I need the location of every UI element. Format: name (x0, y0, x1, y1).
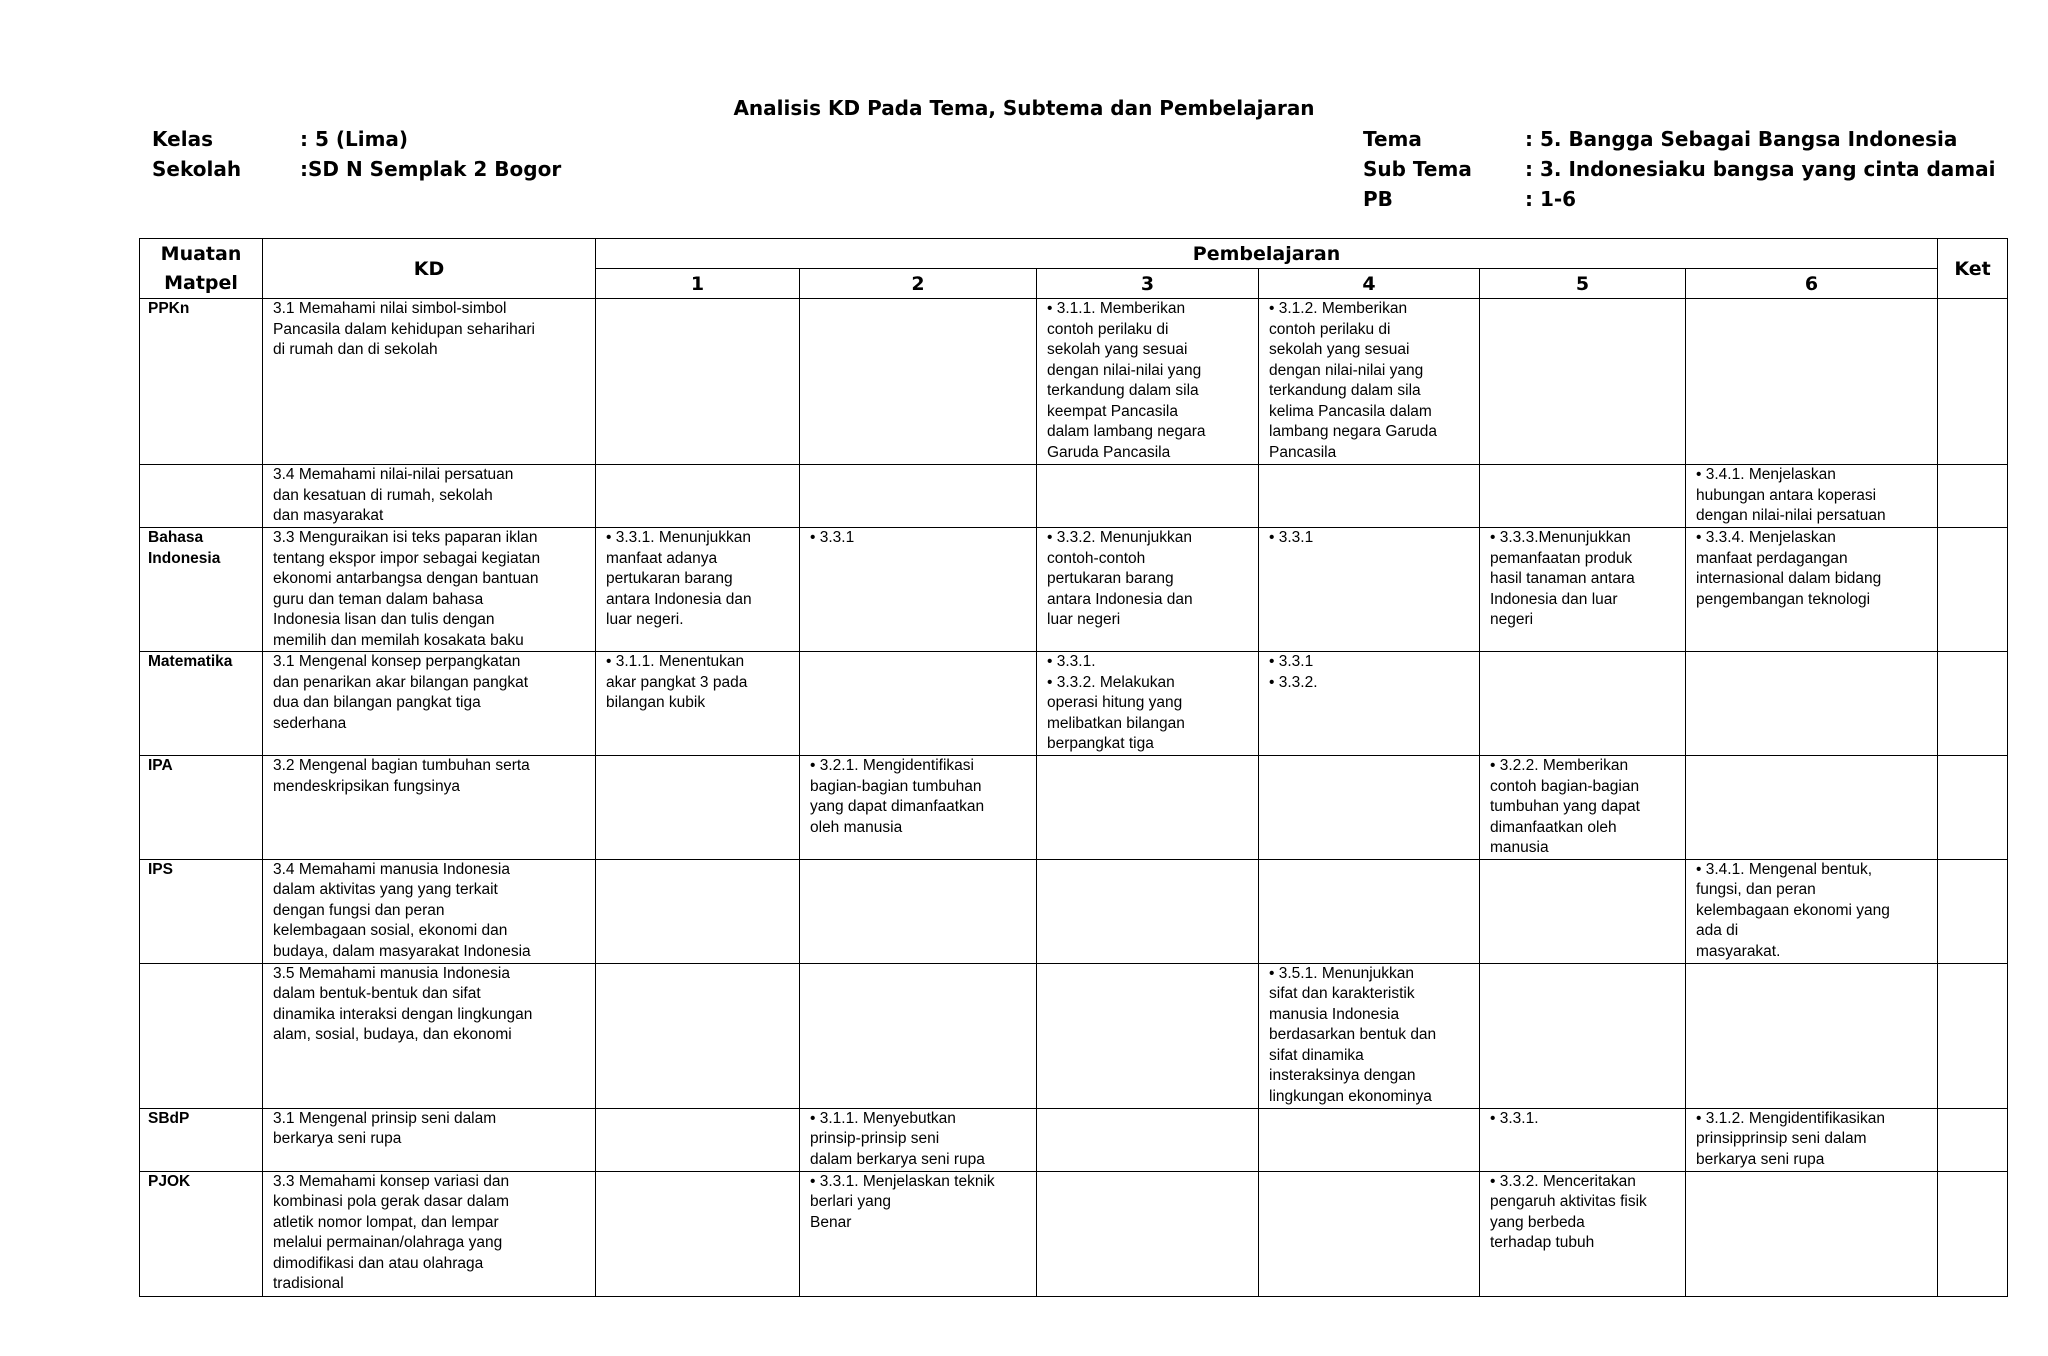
pembelajaran-cell (1037, 756, 1259, 860)
header-muatan-matpel: Muatan Matpel (140, 239, 263, 299)
ket-cell (1938, 859, 2008, 963)
header-pb-3: 3 (1037, 269, 1259, 299)
pembelajaran-cell (800, 465, 1037, 528)
pembelajaran-cell (800, 859, 1037, 963)
pembelajaran-cell (596, 859, 800, 963)
pembelajaran-cell: • 3.3.1 • 3.3.2. (1259, 652, 1480, 756)
kd-cell: 3.4 Memahami nilai-nilai persatuan dan kesatuan di rumah, sekolah dan masyarakat (263, 465, 596, 528)
pembelajaran-cell (1686, 652, 1938, 756)
header-kd: KD (263, 239, 596, 299)
pembelajaran-cell (1480, 963, 1686, 1108)
ket-cell (1938, 963, 2008, 1108)
kd-analysis-table (139, 238, 2008, 1297)
tema-value: : 5. Bangga Sebagai Bangsa Indonesia (1525, 127, 1958, 151)
pembelajaran-cell: • 3.3.1. • 3.3.2. Melakukan operasi hitung yang melibatkan bilangan berpangkat tiga (1037, 652, 1259, 756)
ket-cell (1938, 528, 2008, 652)
pembelajaran-cell (1259, 756, 1480, 860)
subject-cell: IPS (140, 859, 263, 963)
subject-cell (140, 963, 263, 1108)
pembelajaran-cell (1037, 1171, 1259, 1296)
pembelajaran-cell (596, 465, 800, 528)
pembelajaran-cell (1480, 465, 1686, 528)
kd-cell: 3.1 Mengenal prinsip seni dalam berkarya seni rupa (263, 1108, 596, 1171)
pembelajaran-cell (1480, 859, 1686, 963)
pembelajaran-cell: • 3.4.1. Mengenal bentuk, fungsi, dan peran kelembagaan ekonomi yang ada di masyarakat. (1686, 859, 1938, 963)
table-row (140, 859, 2008, 963)
pembelajaran-cell (1686, 963, 1938, 1108)
pembelajaran-cell (1259, 1108, 1480, 1171)
pembelajaran-cell (1480, 299, 1686, 465)
pembelajaran-cell: • 3.1.2. Mengidentifikasikan prinsipprinsip seni dalam berkarya seni rupa (1686, 1108, 1938, 1171)
pembelajaran-cell (800, 963, 1037, 1108)
subtema-value: : 3. Indonesiaku bangsa yang cinta damai (1525, 157, 1996, 181)
pembelajaran-cell: • 3.3.2. Menunjukkan contoh-contoh pertukaran barang antara Indonesia dan luar negeri (1037, 528, 1259, 652)
pembelajaran-cell (1259, 1171, 1480, 1296)
ket-cell (1938, 652, 2008, 756)
kd-cell: 3.3 Memahami konsep variasi dan kombinasi pola gerak dasar dalam atletik nomor lompat, dan lempar melalui permainan/olahraga yang dimodifikasi dan atau olahraga tradisional (263, 1171, 596, 1296)
sekolah-value: :SD N Semplak 2 Bogor (300, 157, 562, 181)
pb-label: PB (1363, 187, 1393, 211)
subject-cell: Bahasa Indonesia (140, 528, 263, 652)
pembelajaran-cell (596, 963, 800, 1108)
subject-cell: PJOK (140, 1171, 263, 1296)
pembelajaran-cell (1686, 299, 1938, 465)
subject-cell: SBdP (140, 1108, 263, 1171)
tema-label: Tema (1363, 127, 1422, 151)
kd-cell: 3.1 Mengenal konsep perpangkatan dan penarikan akar bilangan pangkat dua dan bilangan pangkat tiga sederhana (263, 652, 596, 756)
pembelajaran-cell: • 3.2.2. Memberikan contoh bagian-bagian tumbuhan yang dapat dimanfaatkan oleh manusia (1480, 756, 1686, 860)
pembelajaran-cell (1037, 1108, 1259, 1171)
header-pb-2: 2 (800, 269, 1037, 299)
header-pb-6: 6 (1686, 269, 1938, 299)
page-title: Analisis KD Pada Tema, Subtema dan Pembelajaran (733, 96, 1315, 120)
subtema-label: Sub Tema (1363, 157, 1472, 181)
header-ket: Ket (1938, 239, 2008, 299)
pb-value: : 1-6 (1525, 187, 1577, 211)
pembelajaran-cell: • 3.3.1. (1480, 1108, 1686, 1171)
ket-cell (1938, 299, 2008, 465)
pembelajaran-cell: • 3.3.3.Menunjukkan pemanfaatan produk hasil tanaman antara Indonesia dan luar negeri (1480, 528, 1686, 652)
pembelajaran-cell: • 3.3.2. Menceritakan pengaruh aktivitas fisik yang berbeda terhadap tubuh (1480, 1171, 1686, 1296)
pembelajaran-cell: • 3.3.1 (800, 528, 1037, 652)
table-row (140, 756, 2008, 860)
kelas-value: : 5 (Lima) (300, 127, 409, 151)
pembelajaran-cell: • 3.3.1 (1259, 528, 1480, 652)
pembelajaran-cell (1037, 465, 1259, 528)
subject-cell (140, 465, 263, 528)
ket-cell (1938, 1171, 2008, 1296)
table-row (140, 299, 2008, 465)
pembelajaran-cell: • 3.4.1. Menjelaskan hubungan antara koperasi dengan nilai-nilai persatuan (1686, 465, 1938, 528)
pembelajaran-cell (596, 299, 800, 465)
pembelajaran-cell (1037, 859, 1259, 963)
header-pb-5: 5 (1480, 269, 1686, 299)
subject-cell: Matematika (140, 652, 263, 756)
pembelajaran-cell (596, 1171, 800, 1296)
pembelajaran-cell: • 3.3.4. Menjelaskan manfaat perdagangan internasional dalam bidang pengembangan teknologi (1686, 528, 1938, 652)
kelas-label: Kelas (152, 127, 213, 151)
ket-cell (1938, 756, 2008, 860)
subject-cell: IPA (140, 756, 263, 860)
pembelajaran-cell: • 3.3.1. Menunjukkan manfaat adanya pertukaran barang antara Indonesia dan luar negeri. (596, 528, 800, 652)
pembelajaran-cell: • 3.1.1. Memberikan contoh perilaku di sekolah yang sesuai dengan nilai-nilai yang terkandung dalam sila keempat Pancasila dalam lambang negara Garuda Pancasila (1037, 299, 1259, 465)
table-row (140, 1171, 2008, 1296)
table-row (140, 1108, 2008, 1171)
kd-cell: 3.2 Mengenal bagian tumbuhan serta mendeskripsikan fungsinya (263, 756, 596, 860)
pembelajaran-cell (596, 756, 800, 860)
kd-cell: 3.3 Menguraikan isi teks paparan iklan tentang ekspor impor sebagai kegiatan ekonomi antarbangsa dengan bantuan guru dan teman dalam bahasa Indonesia lisan dan tulis dengan memilih dan memilah kosakata baku (263, 528, 596, 652)
pembelajaran-cell (1686, 756, 1938, 860)
sekolah-label: Sekolah (152, 157, 242, 181)
kd-cell: 3.1 Memahami nilai simbol-simbol Pancasila dalam kehidupan seharihari di rumah dan di sekolah (263, 299, 596, 465)
pembelajaran-cell: • 3.2.1. Mengidentifikasi bagian-bagian tumbuhan yang dapat dimanfaatkan oleh manusia (800, 756, 1037, 860)
pembelajaran-cell (1259, 859, 1480, 963)
pembelajaran-cell: • 3.1.2. Memberikan contoh perilaku di sekolah yang sesuai dengan nilai-nilai yang terkandung dalam sila kelima Pancasila dalam lambang negara Garuda Pancasila (1259, 299, 1480, 465)
table-row (140, 528, 2008, 652)
header-pembelajaran: Pembelajaran (596, 239, 1938, 269)
kd-cell: 3.5 Memahami manusia Indonesia dalam bentuk-bentuk dan sifat dinamika interaksi dengan lingkungan alam, sosial, budaya, dan ekonomi (263, 963, 596, 1108)
pembelajaran-cell (1037, 963, 1259, 1108)
subject-cell: PPKn (140, 299, 263, 465)
table-row (140, 963, 2008, 1108)
header-pb-4: 4 (1259, 269, 1480, 299)
pembelajaran-cell (800, 652, 1037, 756)
pembelajaran-cell: • 3.5.1. Menunjukkan sifat dan karakteristik manusia Indonesia berdasarkan bentuk dan sifat dinamika insteraksinya dengan lingkungan ekonominya (1259, 963, 1480, 1108)
pembelajaran-cell (1686, 1171, 1938, 1296)
pembelajaran-cell (1480, 652, 1686, 756)
pembelajaran-cell: • 3.3.1. Menjelaskan teknik berlari yang Benar (800, 1171, 1037, 1296)
ket-cell (1938, 1108, 2008, 1171)
pembelajaran-cell: • 3.1.1. Menyebutkan prinsip-prinsip seni dalam berkarya seni rupa (800, 1108, 1037, 1171)
ket-cell (1938, 465, 2008, 528)
header-pb-1: 1 (596, 269, 800, 299)
pembelajaran-cell (1259, 465, 1480, 528)
kd-cell: 3.4 Memahami manusia Indonesia dalam aktivitas yang yang terkait dengan fungsi dan peran kelembagaan sosial, ekonomi dan budaya, dalam masyarakat Indonesia (263, 859, 596, 963)
pembelajaran-cell: • 3.1.1. Menentukan akar pangkat 3 pada bilangan kubik (596, 652, 800, 756)
table-row (140, 652, 2008, 756)
pembelajaran-cell (596, 1108, 800, 1171)
pembelajaran-cell (800, 299, 1037, 465)
table-row (140, 465, 2008, 528)
